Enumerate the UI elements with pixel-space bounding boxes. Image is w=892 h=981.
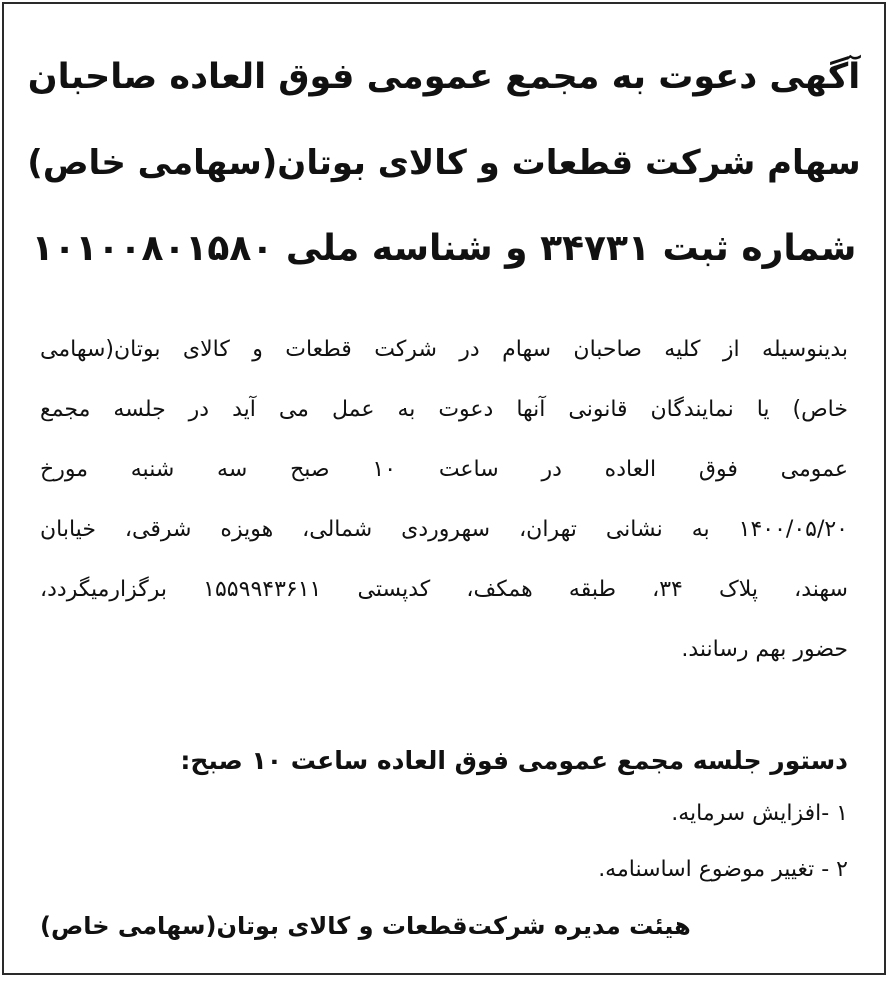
notice-body [40, 320, 848, 680]
signature-text: هیئت مدیره شرکت‌قطعات و کالای بوتان(سهامی خاص) [40, 912, 691, 940]
body-line-4: ۱۴۰۰/۰۵/۲۰ به نشانی تهران، سهروردی شمالی، هویزه شرقی، خیابان [40, 517, 848, 542]
board-signature [40, 898, 848, 954]
agenda-heading: دستور جلسه مجمع عمومی فوق العاده ساعت ۱۰ صبح: [180, 746, 848, 775]
agenda-item-1: ۱ -افزایش سرمایه. [671, 801, 848, 826]
body-line-2: خاص) یا نمایندگان قانونی آنها دعوت به عمل می آید در جلسه مجمع [40, 397, 848, 422]
agenda [40, 736, 848, 898]
title-line-1: آگهی دعوت به مجمع عمومی فوق العاده صاحبان [27, 57, 861, 97]
title-line-3: شماره ثبت ۳۴۷۳۱ و شناسه ملی ۱۰۱۰۰۸۰۱۵۸۰ [31, 228, 857, 269]
body-line-3: عمومی فوق العاده در ساعت ۱۰ صبح سه شنبه مورخ [40, 457, 848, 482]
body-line-5: سهند، پلاک ۳۴، طبقه همکف، کدپستی ۱۵۵۹۹۴۳۶۱۱ برگزارمیگردد، [40, 577, 848, 602]
agenda-item-2: ۲ - تغییر موضوع اساسنامه. [598, 857, 848, 882]
notice-title [24, 34, 864, 292]
body-line-6: حضور بهم رسانند. [681, 637, 848, 662]
title-line-2: سهام شرکت قطعات و کالای بوتان(سهامی خاص) [27, 143, 861, 183]
invitation-notice [2, 2, 886, 975]
body-line-1: بدینوسیله از کلیه صاحبان سهام در شرکت قطعات و کالای بوتان(سهامی [40, 337, 848, 362]
